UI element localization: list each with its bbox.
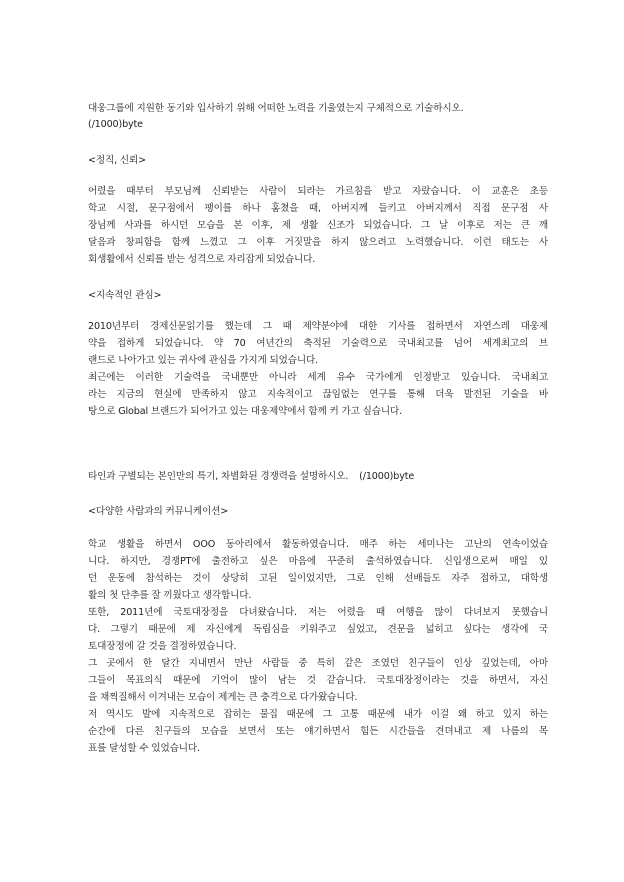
question-2-text: 타인과 구별되는 본인만의 특기, 차별화된 경쟁력을 설명하시오. (88, 471, 349, 482)
paragraph-line: 을 채찍질해서 이겨내는 모습이 제게는 큰 충격으로 다가왔습니다. (88, 692, 358, 703)
paragraph-line: 최근에는 이러한 기술력을 국내뿐만 아니라 세계 유수 국가에게 인정받고 있습니다. 국내최고 (88, 372, 548, 383)
paragraph-line: 학교 생활을 하면서 OOO 동아리에서 활동하였습니다. 매주 하는 세미나는 고난의 연속이었습 (88, 539, 548, 550)
paragraph-line: 탕으로 Global 브랜드가 되어가고 있는 대웅제약에서 함께 커 가고 싶습니다. (88, 406, 402, 417)
question-1-limit: (/1000)byte (88, 119, 143, 130)
paragraph-line: 다. 그렇기 때문에 제 자신에게 독립심을 키워주고 싶었고, 견문을 넓히고 싶다는 생각에 국 (88, 624, 548, 635)
paragraph-line: 그 곳에서 한 달간 지내면서 만난 사람들 중 특히 같은 조였던 친구들이 인상 깊었는데, 아마 (88, 658, 548, 669)
paragraph-line: 토대장정에 갈 것을 결정하였습니다. (88, 641, 237, 652)
topic-heading-communication: <다양한 사람과의 커뮤니케이션> (88, 506, 229, 517)
paragraph-line: 학교 시절, 문구점에서 팽이를 하나 훔쳤을 때, 아버지께 들키고 아버지께서 직접 문구점 사 (88, 203, 548, 214)
paragraph-line: 랜드로 나아가고 있는 귀사에 관심을 가지게 되었습니다. (88, 355, 319, 366)
paragraph-line: 장님께 사과를 하시던 모습을 본 이후, 제 생활 신조가 되었습니다. 그 날 이후로 저는 큰 깨 (88, 220, 548, 231)
topic-heading-honesty: <정직, 신뢰> (88, 155, 147, 166)
question-1-text: 대웅그룹에 지원한 동기와 입사하기 위해 어떠한 노력을 기울였는지 구체적으로 기술하시오. (88, 103, 464, 114)
question-1 (88, 102, 548, 115)
paragraph-line: 던 운동에 참석하는 것이 상당히 고된 일이었지만, 그로 인해 선배들도 자주 접하고, 대학생 (88, 573, 548, 584)
paragraph-line: 2010년부터 경제신문읽기를 했는데 그 때 제약분야에 대한 기사를 접하면서 자연스레 대웅제 (88, 321, 548, 332)
question-2-limit: (/1000)byte (359, 471, 415, 482)
paragraph-line: 달음과 창피함을 함께 느꼈고 그 이후 거짓말을 하지 않으려고 노력했습니다. 이런 태도는 사 (88, 237, 548, 248)
paragraph-line: 활의 첫 단추를 잘 끼웠다고 생각합니다. (88, 590, 252, 601)
paragraph-line: 저 역시도 발에 지속적으로 잡히는 물집 때문에 그 고통 때문에 내가 이걸 왜 하고 있지 하는 (88, 709, 548, 720)
paragraph-line: 어렸을 때부터 부모님께 신뢰받는 사람이 되라는 가르침을 받고 자랐습니다. 이 교훈은 초등 (88, 186, 548, 197)
paragraph-line: 회생활에서 신뢰를 받는 성격으로 자리잡게 되었습니다. (88, 254, 316, 265)
paragraph-line: 순간에 다른 친구들의 모습을 보면서 또는 얘기하면서 힘든 시간들을 견뎌내고 제 나름의 목 (88, 726, 548, 737)
paragraph-line: 약을 접하게 되었습니다. 약 70 여년간의 축적된 기술력으로 국내최고를 넘어 세계최고의 브 (88, 338, 548, 349)
paragraph-line: 라는 지금의 현실에 만족하지 않고 지속적이고 끊임없는 연구를 통해 더욱 발전된 기술을 바 (88, 389, 548, 400)
paragraph-line: 그들이 목표의식 때문에 기억이 많이 남는 것 같습니다. 국토대장정이라는 것을 하면서, 자신 (88, 675, 548, 686)
paragraph-line: 니다. 하지만, 경쟁PT에 출전하고 싶은 마음에 꾸준히 출석하였습니다. 신입생으로써 매일 있 (88, 556, 548, 567)
topic-heading-interest: <지속적인 관심> (88, 290, 162, 301)
paragraph-line: 표를 달성할 수 있었습니다. (88, 743, 200, 754)
paragraph-line: 또한, 2011년에 국토대장정을 다녀왔습니다. 저는 어렸을 때 여행을 많이 다녀보지 못했습니 (88, 607, 548, 618)
question-2 (88, 470, 548, 483)
